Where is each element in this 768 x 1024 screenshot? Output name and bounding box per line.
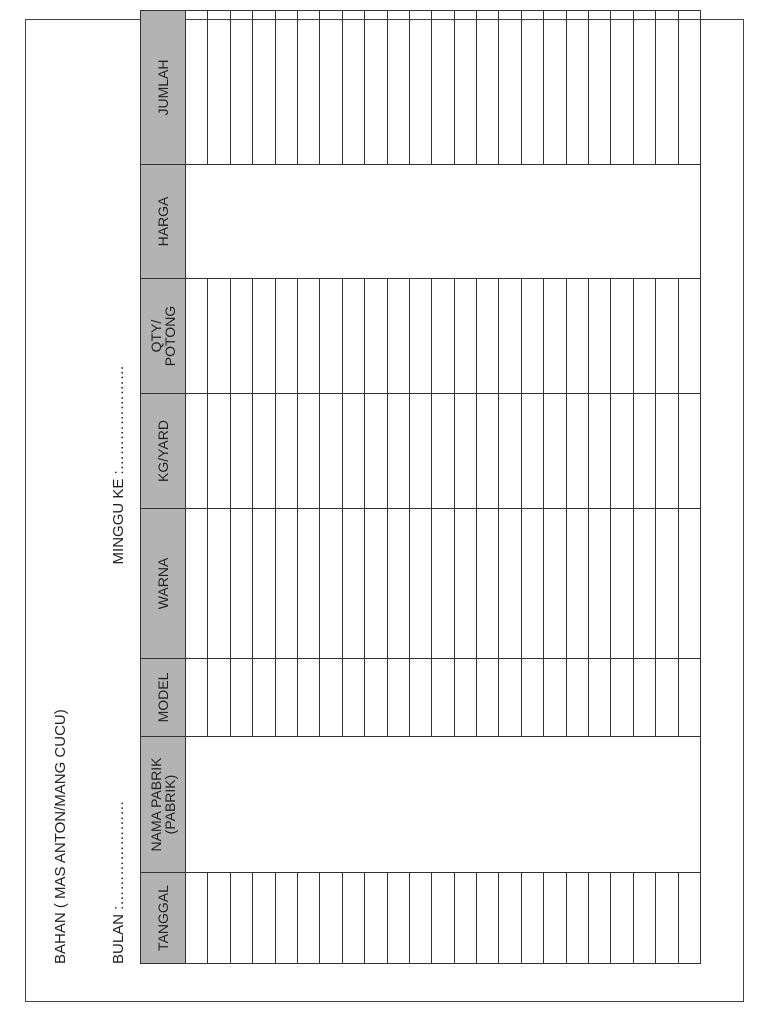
table-cell[interactable] — [432, 509, 454, 659]
table-cell[interactable] — [499, 279, 521, 394]
table-cell[interactable] — [230, 659, 252, 737]
table-cell[interactable] — [633, 509, 655, 659]
table-cell[interactable] — [499, 394, 521, 509]
table-cell[interactable] — [387, 11, 409, 165]
table-cell[interactable] — [253, 659, 275, 737]
table-cell[interactable] — [611, 11, 633, 165]
table-cell[interactable] — [589, 659, 611, 737]
table-cell[interactable] — [656, 509, 678, 659]
table-cell[interactable] — [275, 659, 297, 737]
table-cell[interactable] — [477, 873, 499, 964]
table-cell[interactable] — [432, 659, 454, 737]
table-cell[interactable] — [432, 11, 454, 165]
table-cell[interactable] — [208, 394, 230, 509]
table-cell[interactable] — [611, 394, 633, 509]
table-cell[interactable] — [589, 11, 611, 165]
table-cell[interactable] — [633, 659, 655, 737]
table-cell[interactable] — [589, 509, 611, 659]
table-cell[interactable] — [544, 509, 566, 659]
table-cell[interactable] — [365, 873, 387, 964]
table-cell[interactable] — [208, 659, 230, 737]
table-cell[interactable] — [208, 11, 230, 165]
table-cell[interactable] — [521, 11, 543, 165]
table-cell[interactable] — [186, 394, 208, 509]
table-cell[interactable] — [656, 11, 678, 165]
table-cell[interactable] — [320, 279, 342, 394]
table-cell[interactable] — [253, 279, 275, 394]
table-cell[interactable] — [633, 279, 655, 394]
table-cell[interactable] — [454, 873, 476, 964]
table-cell[interactable] — [566, 394, 588, 509]
table-cell[interactable] — [499, 659, 521, 737]
table-cell[interactable] — [611, 509, 633, 659]
table-cell[interactable] — [387, 279, 409, 394]
table-cell[interactable] — [275, 11, 297, 165]
form-sheet — [48, 0, 688, 1002]
table-cell[interactable] — [589, 394, 611, 509]
table-cell[interactable] — [656, 394, 678, 509]
table-cell[interactable] — [320, 11, 342, 165]
header-kg-yard: KG/YARD — [141, 394, 186, 509]
table-cell[interactable] — [342, 659, 364, 737]
table-cell[interactable] — [365, 279, 387, 394]
table-cell[interactable] — [365, 394, 387, 509]
table-cell[interactable] — [275, 394, 297, 509]
table-cell[interactable] — [521, 279, 543, 394]
purchase-table — [140, 10, 701, 964]
table-cell[interactable] — [477, 659, 499, 737]
table-cell[interactable] — [342, 873, 364, 964]
table-cell[interactable] — [521, 659, 543, 737]
table-cell[interactable] — [387, 659, 409, 737]
table-cell[interactable] — [387, 509, 409, 659]
table-cell[interactable] — [208, 279, 230, 394]
table-cell[interactable] — [186, 509, 208, 659]
table-cell[interactable] — [365, 11, 387, 165]
table-cell[interactable] — [297, 11, 319, 165]
table-cell[interactable] — [320, 659, 342, 737]
table-cell[interactable] — [678, 11, 700, 165]
table-cell[interactable] — [253, 509, 275, 659]
table-cell[interactable] — [499, 873, 521, 964]
table-cell[interactable] — [656, 873, 678, 964]
table-cell[interactable] — [566, 279, 588, 394]
table-cell[interactable] — [633, 11, 655, 165]
table-cell[interactable] — [432, 873, 454, 964]
table-cell[interactable] — [230, 11, 252, 165]
table-cell[interactable] — [365, 509, 387, 659]
table-cell[interactable] — [387, 873, 409, 964]
table-cell[interactable] — [297, 659, 319, 737]
table-cell[interactable] — [678, 509, 700, 659]
table-cell[interactable] — [253, 394, 275, 509]
table-cell[interactable] — [253, 873, 275, 964]
table-cell[interactable] — [566, 873, 588, 964]
table-cell[interactable] — [275, 279, 297, 394]
table-cell[interactable] — [253, 11, 275, 165]
table-cell[interactable] — [409, 279, 431, 394]
header-tanggal: TANGGAL — [141, 873, 186, 964]
form-title: BAHAN ( MAS ANTON/MANG CUCU) — [52, 709, 69, 964]
table-cell[interactable] — [656, 659, 678, 737]
table-cell[interactable] — [678, 659, 700, 737]
table-cell[interactable] — [230, 509, 252, 659]
table-cell[interactable] — [477, 11, 499, 165]
table-cell[interactable] — [409, 11, 431, 165]
table-cell[interactable] — [521, 873, 543, 964]
table-cell[interactable] — [432, 279, 454, 394]
table-cell[interactable] — [230, 873, 252, 964]
cell-nama-pabrik[interactable] — [186, 737, 701, 873]
table-cell[interactable] — [320, 873, 342, 964]
table-cell[interactable] — [656, 279, 678, 394]
header-nama-pabrik: NAMA PABRIK (PABRIK) — [141, 737, 186, 873]
table-cell[interactable] — [409, 509, 431, 659]
header-warna: WARNA — [141, 509, 186, 659]
header-jumlah: JUMLAH — [141, 11, 186, 165]
table-cell[interactable] — [342, 11, 364, 165]
minggu-field[interactable]: MINGGU KE :………………… — [110, 365, 127, 565]
table-cell[interactable] — [275, 509, 297, 659]
table-cell[interactable] — [477, 279, 499, 394]
table-cell[interactable] — [633, 394, 655, 509]
table-cell[interactable] — [477, 509, 499, 659]
cell-harga[interactable] — [186, 165, 701, 279]
header-harga: HARGA — [141, 165, 186, 279]
table-cell[interactable] — [320, 394, 342, 509]
table-cell[interactable] — [611, 659, 633, 737]
table-cell[interactable] — [454, 279, 476, 394]
table-cell[interactable] — [342, 279, 364, 394]
table-cell[interactable] — [477, 394, 499, 509]
table-cell[interactable] — [544, 873, 566, 964]
table-cell[interactable] — [566, 11, 588, 165]
table-cell[interactable] — [409, 873, 431, 964]
table-cell[interactable] — [208, 873, 230, 964]
table-cell[interactable] — [409, 659, 431, 737]
table-cell[interactable] — [611, 873, 633, 964]
table-cell[interactable] — [186, 873, 208, 964]
table-cell[interactable] — [454, 394, 476, 509]
table-cell[interactable] — [611, 279, 633, 394]
table-cell[interactable] — [521, 394, 543, 509]
table-cell[interactable] — [297, 509, 319, 659]
table-cell[interactable] — [499, 11, 521, 165]
table-cell[interactable] — [342, 509, 364, 659]
table-cell[interactable] — [320, 509, 342, 659]
table-cell[interactable] — [409, 394, 431, 509]
table-cell[interactable] — [387, 394, 409, 509]
table-cell[interactable] — [589, 873, 611, 964]
table-cell[interactable] — [678, 873, 700, 964]
table-cell[interactable] — [297, 394, 319, 509]
table-cell[interactable] — [365, 659, 387, 737]
table-cell[interactable] — [678, 394, 700, 509]
table-cell[interactable] — [566, 509, 588, 659]
header-qty-potong: QTY/ POTONG — [141, 279, 186, 394]
table-cell[interactable] — [230, 279, 252, 394]
table-body — [186, 11, 701, 964]
table-cell[interactable] — [544, 279, 566, 394]
table-cell[interactable] — [633, 873, 655, 964]
table-cell[interactable] — [186, 279, 208, 394]
table-cell[interactable] — [297, 873, 319, 964]
table-cell[interactable] — [454, 659, 476, 737]
table-cell[interactable] — [566, 659, 588, 737]
table-cell[interactable] — [544, 11, 566, 165]
table-cell[interactable] — [342, 394, 364, 509]
table-cell[interactable] — [186, 11, 208, 165]
table-cell[interactable] — [454, 11, 476, 165]
table-cell[interactable] — [275, 873, 297, 964]
table-cell[interactable] — [186, 659, 208, 737]
table-cell[interactable] — [230, 394, 252, 509]
table-cell[interactable] — [499, 509, 521, 659]
table-cell[interactable] — [589, 279, 611, 394]
form-meta — [110, 365, 127, 964]
table-cell[interactable] — [454, 509, 476, 659]
table-row — [186, 11, 208, 964]
table-cell[interactable] — [297, 279, 319, 394]
table-cell[interactable] — [544, 394, 566, 509]
header-model: MODEL — [141, 659, 186, 737]
table-cell[interactable] — [208, 509, 230, 659]
bulan-field[interactable]: BULAN :………………… — [110, 800, 127, 964]
table-cell[interactable] — [432, 394, 454, 509]
header-row — [141, 11, 186, 964]
table-cell[interactable] — [521, 509, 543, 659]
table-cell[interactable] — [678, 279, 700, 394]
table-cell[interactable] — [544, 659, 566, 737]
